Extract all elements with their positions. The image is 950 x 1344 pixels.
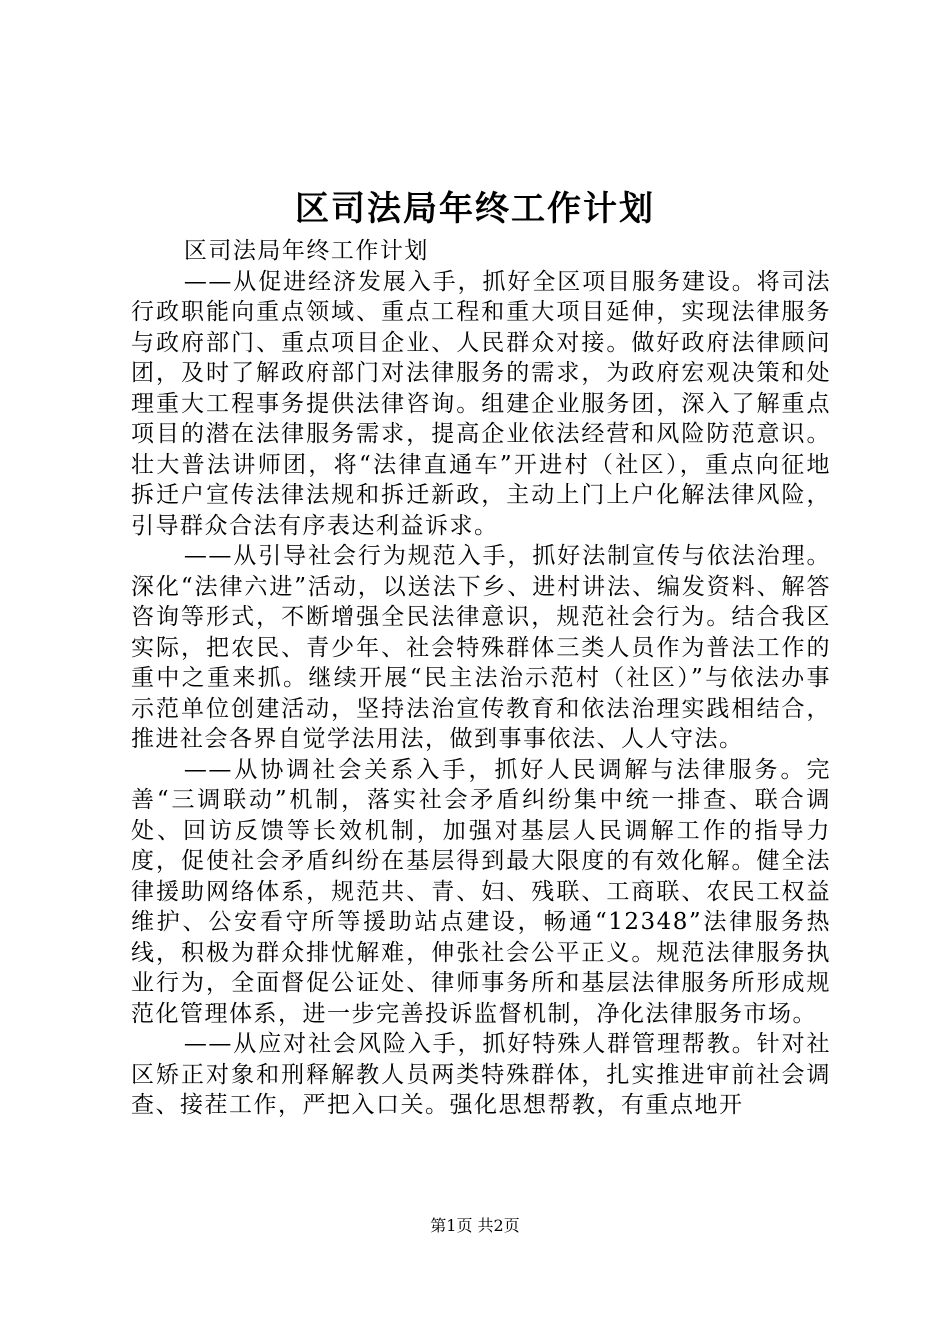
paragraph-mediation-legal-service: ——从协调社会关系入手，抓好人民调解与法律服务。完善“三调联动”机制，落实社会矛盾纠纷集中统一排查、联合调处、回访反馈等长效机制，加强对基层人民调解工作的指导力度，促使社会矛盾纠纷在基层得到最大限度的有效化解。健全法律援助网络体系，规范共、青、妇、残联、工商联、农民工权益维护、公安看守所等援助站点建设，畅通“12348”法律服务热线，积极为群众排忧解难，伸张社会公平正义。规范法律服务执业行为，全面督促公证处、律师事务所和基层法律服务所形成规范化管理体系，进一步完善投诉监督机制，净化法律服务市场。 xyxy=(131,756,831,1027)
page-number-footer: 第1页 共2页 xyxy=(430,1216,520,1235)
document-body xyxy=(131,236,831,1121)
document-title: 区司法局年终工作计划 xyxy=(295,189,655,229)
paragraph-legal-publicity: ——从引导社会行为规范入手，抓好法制宣传与依法治理。深化“法律六进”活动，以送法下乡、进村讲法、编发资料、解答咨询等形式，不断增强全民法律意识，规范社会行为。结合我区实际，把农民、青少年、社会特殊群体三类人员作为普法工作的重中之重来抓。继续开展“民主法治示范村（社区）”与依法办事示范单位创建活动，坚持法治宣传教育和依法治理实践相结合，推进社会各界自觉学法用法，做到事事依法、人人守法。 xyxy=(131,543,831,752)
paragraph-subtitle: 区司法局年终工作计划 xyxy=(183,238,429,264)
paragraph-economic-service: ——从促进经济发展入手，抓好全区项目服务建设。将司法行政职能向重点领域、重点工程和重大项目延伸，实现法律服务与政府部门、重点项目企业、人民群众对接。做好政府法律顾问团，及时了解政府部门对法律服务的需求，为政府宏观决策和处理重大工程事务提供法律咨询。组建企业服务团，深入了解重点项目的潜在法律服务需求，提高企业依法经营和风险防范意识。壮大普法讲师团，将“法律直通车”开进村（社区），重点向征地拆迁户宣传法律法规和拆迁新政，主动上门上户化解法律风险，引导群众合法有序表达利益诉求。 xyxy=(131,268,831,539)
paragraph-special-groups: ——从应对社会风险入手，抓好特殊人群管理帮教。针对社区矫正对象和刑释解教人员两类特殊群体，扎实推进审前社会调查、接茬工作，严把入口关。强化思想帮教，有重点地开 xyxy=(131,1031,831,1118)
